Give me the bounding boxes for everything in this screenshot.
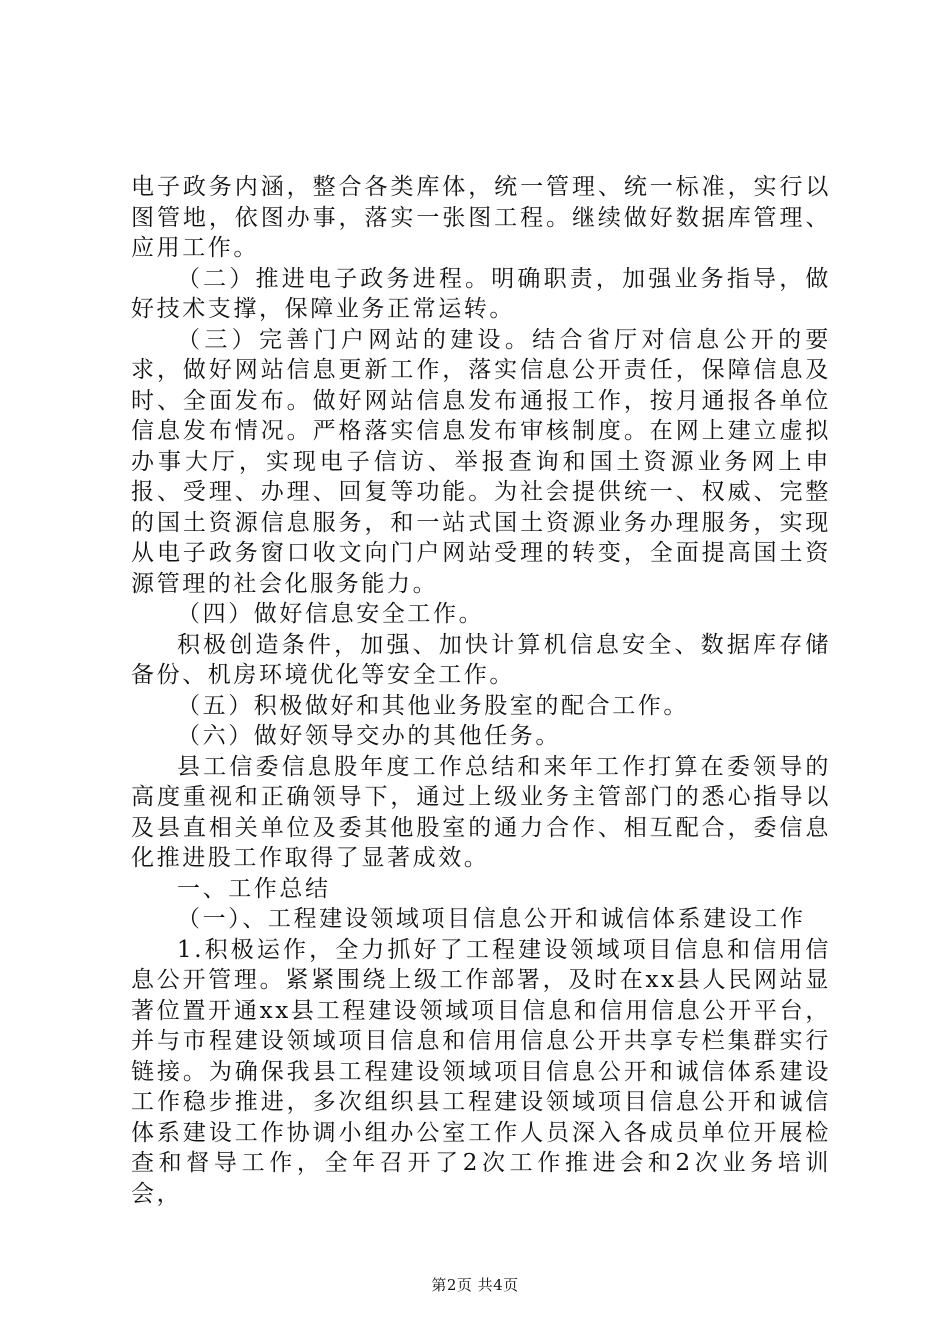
paragraph-summary-intro: 县工信委信息股年度工作总结和来年工作打算在委领导的高度重视和正确领导下，通过上级业务主管部门的悉心指导以及县直相关单位及委其他股室的通力合作、相互配合，委信息化推进股工作取得了显著成效。 xyxy=(131,753,831,871)
subsection-heading-project-info: （一）、工程建设领域项目信息公开和诚信体系建设工作 xyxy=(177,906,806,932)
paragraph-item-6: （六）做好领导交办的其他任务。 xyxy=(177,723,561,749)
page-footer: 第2页 共4页 xyxy=(431,1276,519,1294)
paragraph-item-5: （五）积极做好和其他业务股室的配合工作。 xyxy=(177,692,689,719)
document-body xyxy=(131,172,831,1209)
paragraph-security-detail: 积极创造条件，加强、加快计算机信息安全、数据库存储备份、机房环境优化等安全工作。 xyxy=(131,631,831,688)
section-heading-work-summary: 一、工作总结 xyxy=(177,875,331,902)
paragraph-point-1: 1.积极运作，全力抓好了工程建设领域项目信息和信用信息公开管理。紧紧围绕上级工作部署，及时在xx县人民网站显著位置开通xx县工程建设领域项目信息和信用信息公开平台，并与市程建设领域项目信息和信用信息公开共享专栏集群实行链接。为确保我县工程建设领域项目信息公开和诚信体系建设工作稳步推进，多次组织县工程建设领域项目信息公开和诚信体系建设工作协调小组办公室工作人员深入各成员单位开展检查和督导工作，全年召开了2次工作推进会和2次业务培训会， xyxy=(131,936,831,1207)
paragraph-continuation: 电子政务内涵，整合各类库体，统一管理、统一标准，实行以图管地，依图办事，落实一张图工程。继续做好数据库管理、应用工作。 xyxy=(131,174,831,261)
paragraph-item-2: （二）推进电子政务进程。明确职责，加强业务指导，做好技术支撑，保障业务正常运转。 xyxy=(131,265,831,322)
paragraph-item-4: （四）做好信息安全工作。 xyxy=(177,601,485,627)
paragraph-item-3: （三）完善门户网站的建设。结合省厅对信息公开的要求，做好网站信息更新工作，落实信息公开责任，保障信息及时、全面发布。做好网站信息发布通报工作，按月通报各单位信息发布情况。严格落实信息发布审核制度。在网上建立虚拟办事大厅，实现电子信访、举报查询和国土资源业务网上申报、受理、办理、回复等功能。为社会提供统一、权威、完整的国土资源信息服务，和一站式国土资源业务办理服务，实现从电子政务窗口收文向门户网站受理的转变，全面提高国土资源管理的社会化服务能力。 xyxy=(131,326,831,597)
